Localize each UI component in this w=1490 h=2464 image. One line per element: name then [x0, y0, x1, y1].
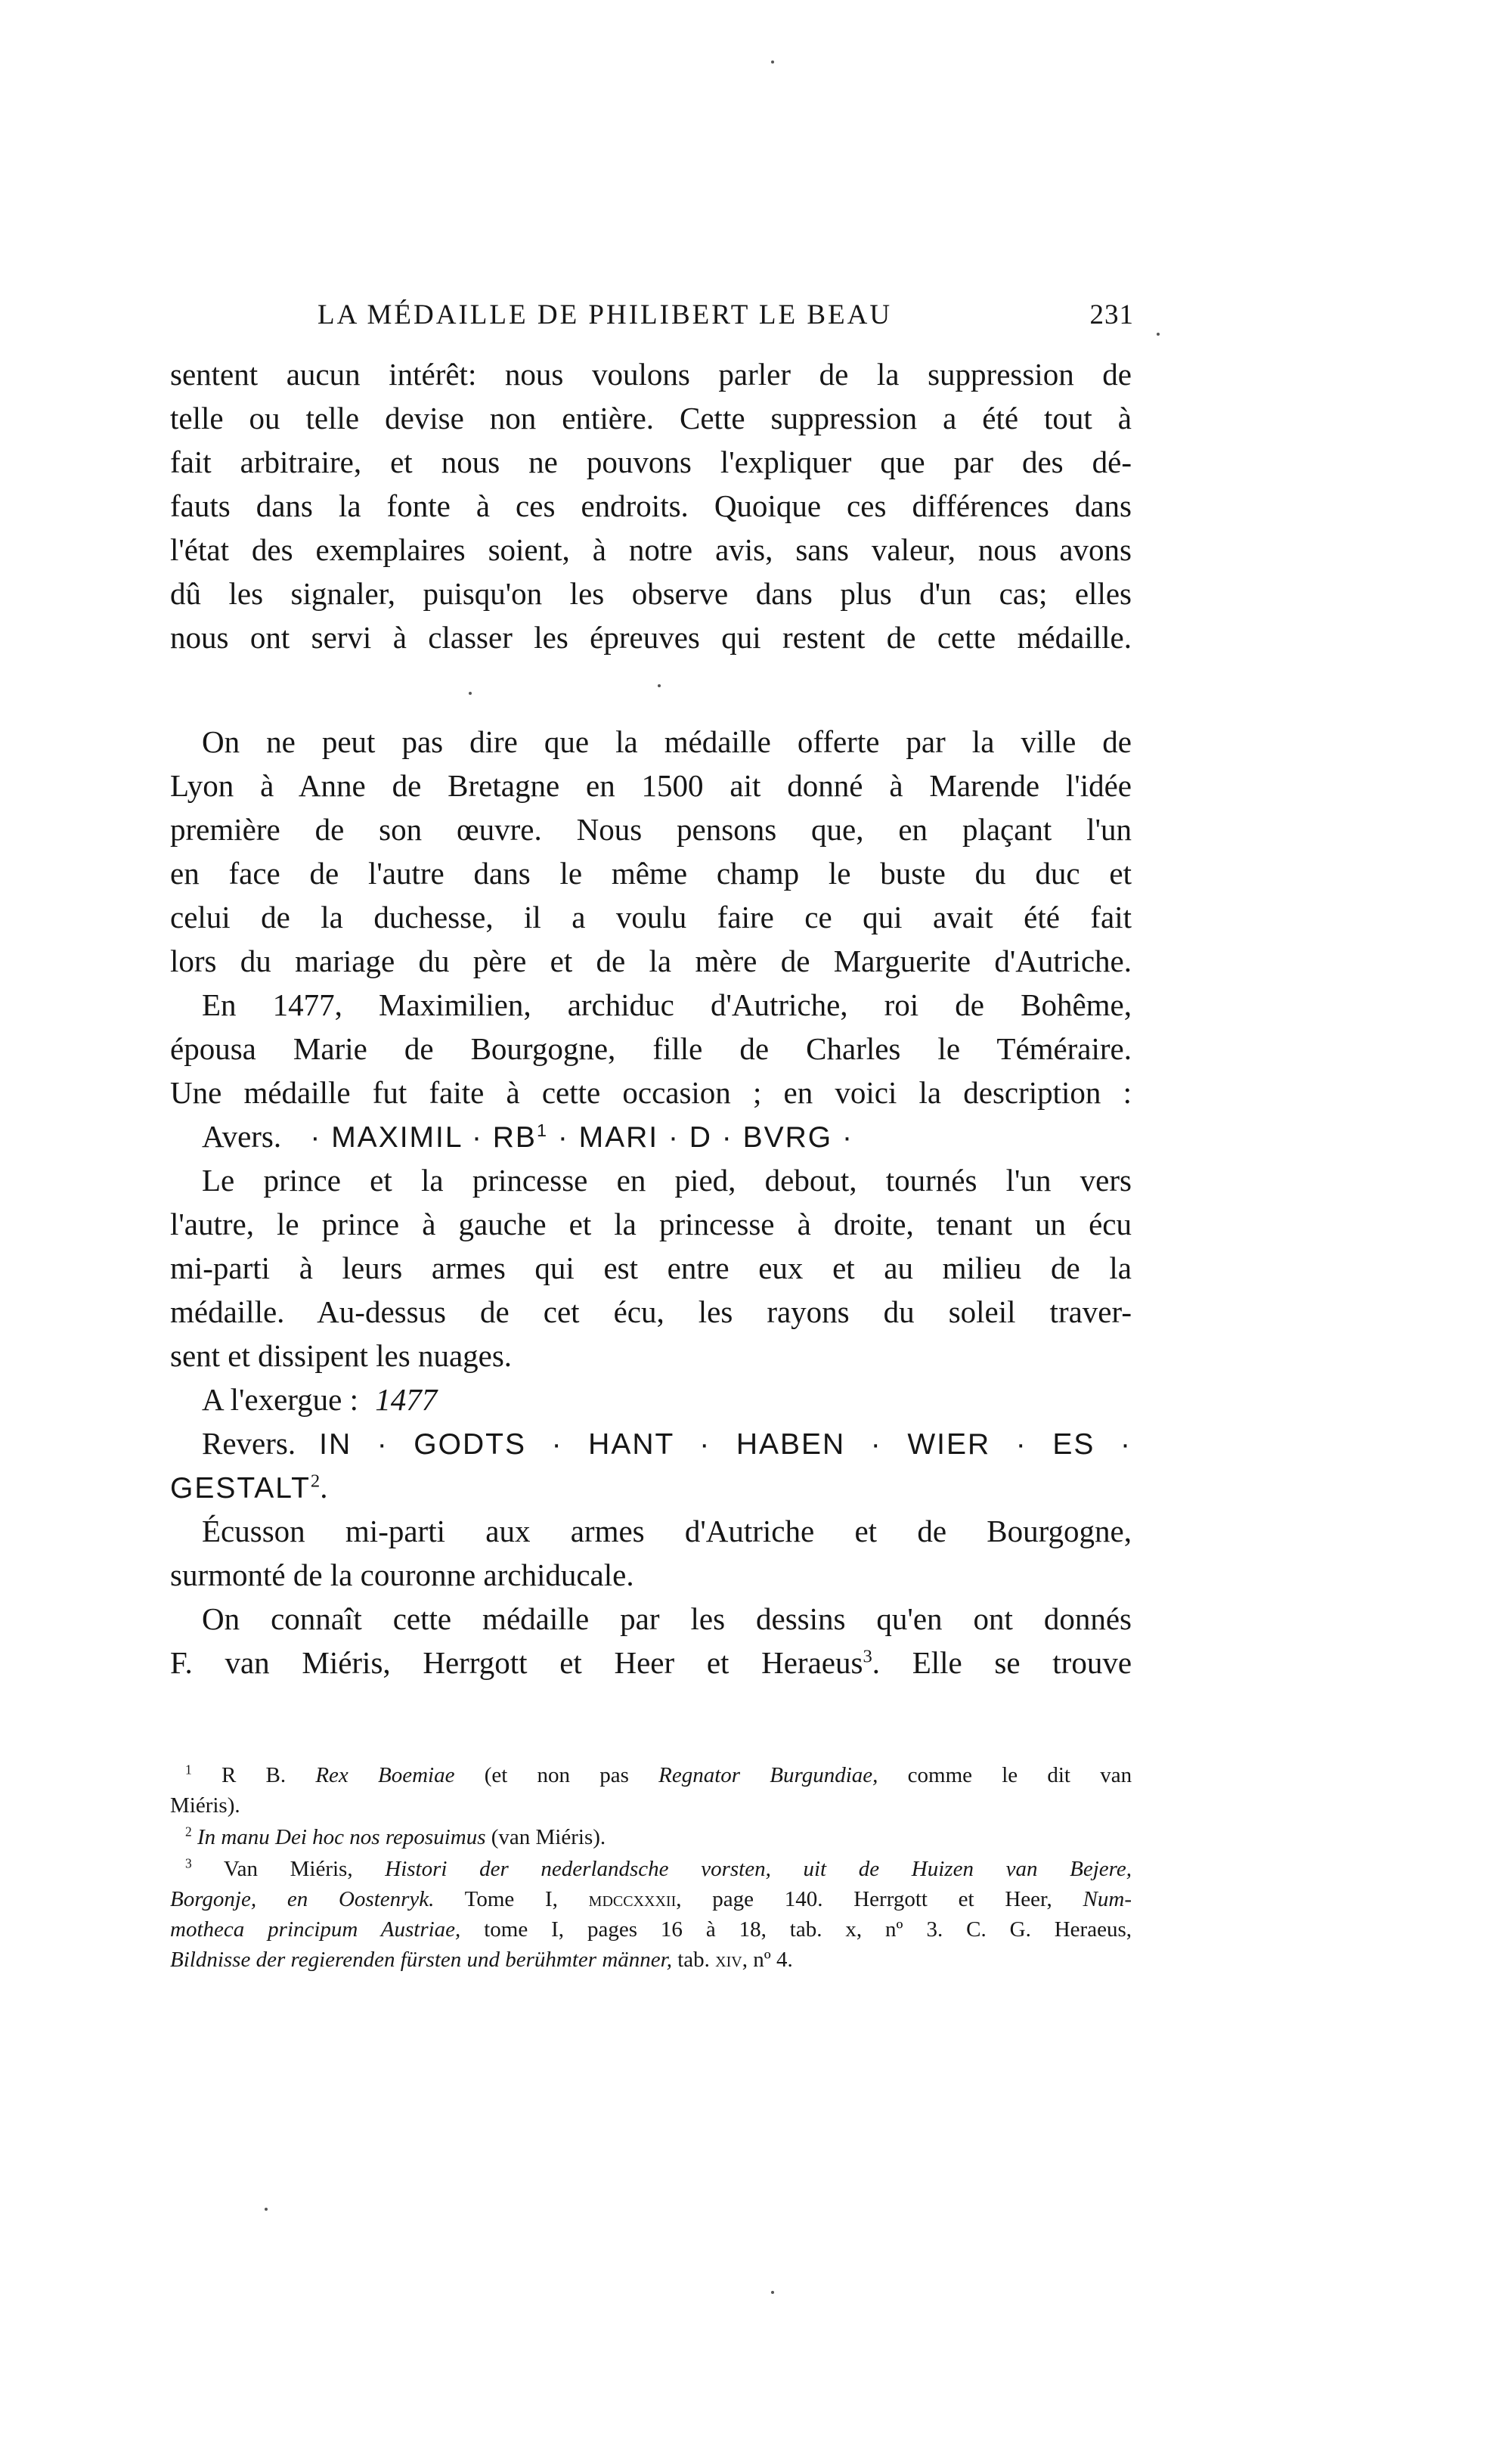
text-line: sent et dissipent les nuages. — [170, 1338, 513, 1373]
footnote-ref: 3 — [863, 1646, 872, 1667]
text-line: Écusson mi-parti aux armes d'Autriche et de Bourgogne, — [202, 1514, 1132, 1548]
text-line: Lyon à Anne de Bretagne en 1500 ait donné à Marende l'idée — [170, 768, 1132, 803]
scan-speck — [771, 2291, 774, 2294]
text-line: On ne peut pas dire que la médaille offerte par la ville de — [202, 724, 1132, 759]
text-line: F. van Miéris, Herrgott et Heer et Heraeus$^3$. Elle se trouve — [170, 1645, 1132, 1680]
revers-line-2: GESTALT$^2$. — [170, 1470, 328, 1505]
revers-label: Revers. — [202, 1426, 296, 1461]
text-line: En 1477, Maximilien, archiduc d'Autriche, roi de Bohême, — [202, 987, 1132, 1022]
text-line: sentent aucun intérêt: nous voulons parler de la suppression de — [170, 357, 1132, 392]
footnote-2: $^2$ In manu Dei hoc nos reposuimus (van Miéris). — [185, 1824, 606, 1849]
exergue-line — [202, 1378, 1132, 1421]
text-line: Le prince et la princesse en pied, debout, tournés l'un vers — [202, 1163, 1132, 1198]
running-head — [318, 299, 1134, 336]
scan-speck — [469, 692, 472, 695]
footnote-ref: 1 — [536, 1120, 548, 1140]
text-line: On connaît cette médaille par les dessins qu'en ont donnés — [202, 1601, 1132, 1636]
scan-speck — [658, 684, 661, 687]
scan-speck — [771, 60, 774, 64]
avers-line — [202, 1114, 1132, 1158]
page-number: 231 — [1089, 299, 1134, 330]
text-line: en face de l'autre dans le même champ le buste du duc et — [170, 856, 1132, 891]
running-title: LA MÉDAILLE DE PHILIBERT LE BEAU — [318, 299, 893, 330]
avers-legend: · MAXIMIL · $RB^1$ · MARI · D · BVRG · — [310, 1120, 853, 1154]
text-line: fauts dans la fonte à ces endroits. Quoique ces différences dans — [170, 488, 1132, 523]
text-line: telle ou telle devise non entière. Cette suppression a été tout à — [170, 401, 1132, 435]
text-line: médaille. Au-dessus de cet écu, les rayons du soleil traver- — [170, 1294, 1132, 1329]
text-line: dû les signaler, puisqu'on les observe dans plus d'un cas; elles — [170, 576, 1132, 611]
footnote-3-cont: motheca principum Austriae, tome I, pages 16 à 18, tab. x, nº 3. C. G. Heraeus, — [170, 1917, 1132, 1942]
revers-legend: IN · GODTS · HANT · HABEN · WIER · ES · — [319, 1428, 1132, 1461]
exergue-value: 1477 — [375, 1382, 438, 1417]
text-line: l'état des exemplaires soient, à notre avis, sans valeur, nous avons — [170, 532, 1132, 567]
text-line: Une médaille fut faite à cette occasion ; en voici la description : — [170, 1075, 1132, 1110]
text-line: surmonté de la couronne archiducale. — [170, 1557, 634, 1592]
footnote-3: $^3$ Van Miéris, Histori der nederlandsche vorsten, uit de Huizen van Bejere, — [185, 1855, 1132, 1881]
text-line: celui de la duchesse, il a voulu faire ce qui avait été fait — [170, 900, 1132, 934]
footnote-ref: 2 — [310, 1471, 321, 1492]
avers-label: Avers. — [202, 1119, 282, 1154]
revers-legend-end: GESTALT — [170, 1472, 311, 1505]
footnote-3-cont: Borgonje, en Oostenryk. Tome I, mdccxxxii, page 140. Herrgott et Heer, Num- — [170, 1887, 1132, 1911]
text-line: l'autre, le prince à gauche et la princesse à droite, tenant un écu — [170, 1207, 1132, 1241]
scan-speck — [265, 2208, 268, 2211]
footnote-3-cont: Bildnisse der regierenden fürsten und berühmter männer, tab. xiv, nº 4. — [170, 1948, 793, 1972]
text-line: première de son œuvre. Nous pensons que, en plaçant l'un — [170, 812, 1132, 847]
scan-speck — [1157, 333, 1160, 336]
footnote-1: $^1$ R B. Rex Boemiae (et non pas Regnator Burgundiae, comme le dit van — [185, 1762, 1132, 1787]
text-line: lors du mariage du père et de la mère de Marguerite d'Autriche. — [170, 944, 1132, 978]
exergue-label: A l'exergue : — [202, 1382, 359, 1417]
footnote-1-cont: Miéris). — [170, 1793, 240, 1818]
revers-line — [202, 1421, 1132, 1465]
text-line: fait arbitraire, et nous ne pouvons l'expliquer que par des dé- — [170, 445, 1132, 479]
text-line: nous ont servi à classer les épreuves qui restent de cette médaille. — [170, 620, 1132, 655]
text-line: épousa Marie de Bourgogne, fille de Charles le Téméraire. — [170, 1031, 1132, 1066]
text-line: mi-parti à leurs armes qui est entre eux et au milieu de la — [170, 1251, 1132, 1285]
